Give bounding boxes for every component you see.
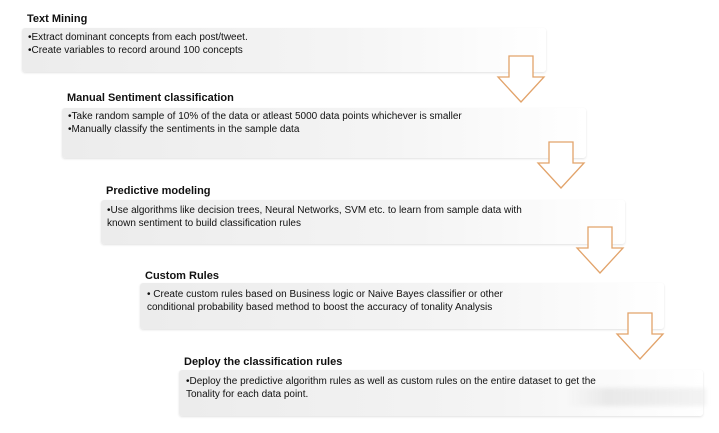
step-2-bullet-2: •Manually classify the sentiments in the sample data	[68, 123, 300, 135]
step-1-bullet-2: •Create variables to record around 100 concepts	[28, 44, 243, 56]
step-3-bullets	[107, 205, 532, 230]
step-1-bullets	[28, 32, 533, 57]
step-5-bullets	[186, 376, 626, 401]
down-arrow-icon	[537, 141, 585, 189]
step-1-title: Text Mining	[27, 13, 88, 25]
step-4-title: Custom Rules	[145, 270, 219, 282]
step-2-bullets	[68, 111, 478, 136]
step-4-bullet-1: • Create custom rules based on Business logic or Naive Bayes classifier or other conditional probability based method to boost the accuracy of tonality Analysis	[147, 289, 503, 313]
down-arrow-icon	[576, 226, 624, 274]
down-arrow-icon	[497, 55, 545, 103]
step-2-title: Manual Sentiment classification	[67, 92, 234, 104]
down-arrow-icon	[616, 312, 664, 360]
step-4-bullets	[147, 289, 552, 314]
step-3-title: Predictive modeling	[106, 185, 211, 197]
step-5-bullet-1: •Deploy the predictive algorithm rules as well as custom rules on the entire dataset to get the Tonality for each data point.	[186, 376, 596, 400]
step-1-bullet-1: •Extract dominant concepts from each post/tweet.	[28, 32, 248, 43]
step-2-bullet-1: •Take random sample of 10% of the data or atleast 5000 data points whichever is smaller	[68, 111, 462, 122]
blurred-watermark	[566, 388, 706, 406]
step-3-bullet-1: •Use algorithms like decision trees, Neural Networks, SVM etc. to learn from sample data with known sentiment to build classification rules	[107, 205, 522, 229]
step-5-title: Deploy the classification rules	[184, 356, 343, 368]
